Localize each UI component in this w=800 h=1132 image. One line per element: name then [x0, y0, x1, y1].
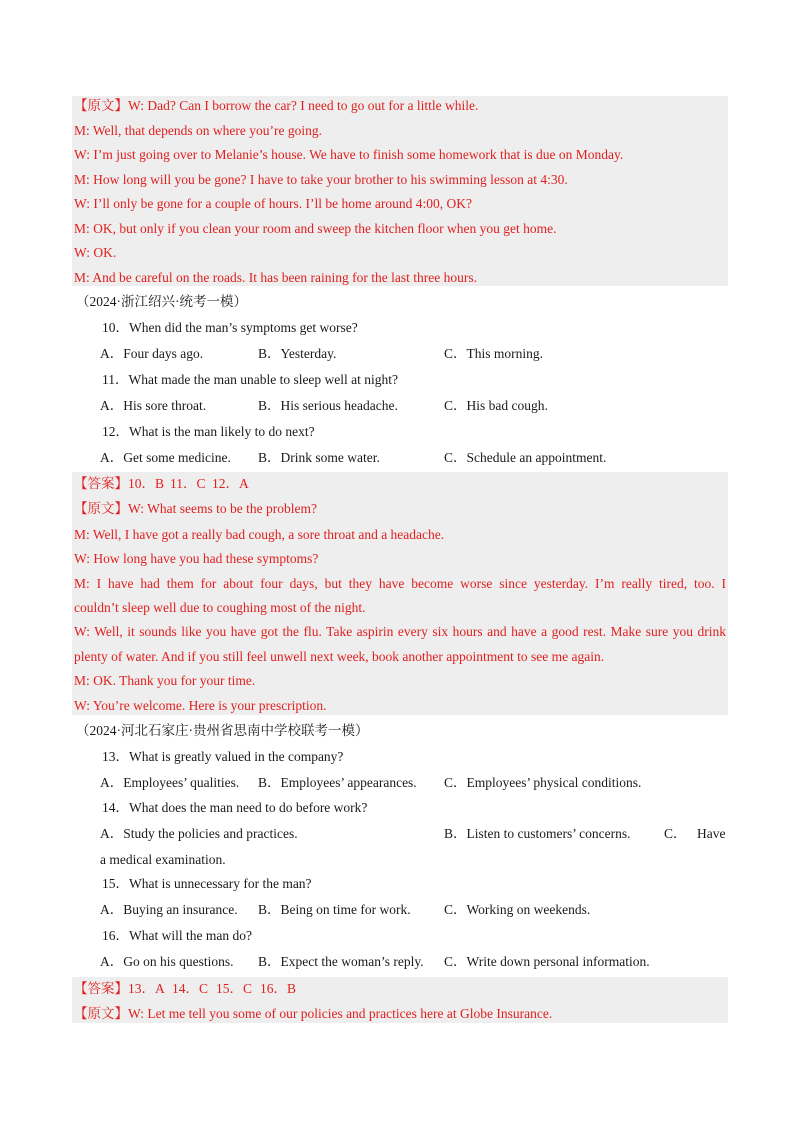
answer-item: 13．A [128, 981, 165, 996]
option-b: B．Being on time for work. [258, 902, 411, 917]
answer-label: 【答案】 [74, 476, 128, 491]
transcript-line: M: OK. Thank you for your time. [74, 673, 256, 688]
question-10: 10．When did the man’s symptoms get worse? [102, 320, 358, 335]
transcript-line: W: You’re welcome. Here is your prescription. [74, 698, 327, 713]
transcript-line: M: I have had them for about four days, but they have become worse since yesterday. I’m really tired, too. I [74, 576, 726, 591]
option-c-wrap: a medical examination. [100, 852, 226, 867]
section-source: （2024·河北石家庄·贵州省思南中学校联考一模） [76, 723, 369, 738]
option-a: A．His sore throat. [100, 398, 207, 413]
option-c: C．Employees’ physical conditions. [444, 775, 642, 790]
answer-line [74, 980, 726, 998]
transcript-line: plenty of water. And if you still feel unwell next week, book another appointment to see me again. [74, 649, 605, 664]
question-16: 16．What will the man do? [102, 928, 252, 943]
option-c-text: Have [697, 826, 726, 841]
option-b: B．Employees’ appearances. [258, 775, 417, 790]
question-11: 11．What made the man unable to sleep well at night? [102, 372, 399, 387]
section-source: （2024·浙江绍兴·统考一模） [76, 294, 247, 309]
transcript-line: M: OK, but only if you clean your room and sweep the kitchen floor when you get home. [74, 221, 557, 236]
answer-line [74, 475, 726, 493]
option-a: A．Get some medicine. [100, 450, 231, 465]
answer-item: 15．C [216, 981, 253, 996]
question-12: 12．What is the man likely to do next? [102, 424, 315, 439]
transcript-line: 【原文】W: What seems to be the problem? [74, 501, 317, 516]
option-c: C．This morning. [444, 346, 544, 361]
transcript-line: W: How long have you had these symptoms? [74, 551, 319, 566]
transcript-line: W: I’m just going over to Melanie’s house. We have to finish some homework that is due on Monday. [74, 147, 624, 162]
option-b: B．Expect the woman’s reply. [258, 954, 424, 969]
answer-item: 11．C [170, 476, 206, 491]
answer-item: 10．B [128, 476, 165, 491]
option-c: C．Working on weekends. [444, 902, 591, 917]
transcript-line: M: And be careful on the roads. It has been raining for the last three hours. [74, 270, 478, 285]
answer-item: 14．C [172, 981, 209, 996]
transcript-line: M: Well, that depends on where you’re going. [74, 123, 322, 138]
option-b: B．His serious headache. [258, 398, 398, 413]
transcript-line: W: Well, it sounds like you have got the flu. Take aspirin every six hours and have a good rest. Make sure you drink [74, 624, 726, 639]
option-c: C．Schedule an appointment. [444, 450, 607, 465]
option-c: C．Write down personal information. [444, 954, 650, 969]
transcript-line: W: I’ll only be gone for a couple of hours. I’ll be home around 4:00, OK? [74, 196, 473, 211]
answer-label: 【答案】 [74, 981, 128, 996]
option-a: A．Buying an insurance. [100, 902, 238, 917]
option-a: A．Study the policies and practices. [100, 826, 298, 841]
transcript-line: W: OK. [74, 245, 117, 260]
option-b: B．Yesterday. [258, 346, 337, 361]
answer-item: 12．A [212, 476, 249, 491]
option-c: C． [664, 826, 687, 841]
option-a: A．Employees’ qualities. [100, 775, 240, 790]
question-15: 15．What is unnecessary for the man? [102, 876, 312, 891]
transcript-line: couldn’t sleep well due to coughing most of the night. [74, 600, 366, 615]
option-b: B．Drink some water. [258, 450, 380, 465]
transcript-line: 【原文】W: Dad? Can I borrow the car? I need to go out for a little while. [74, 98, 479, 113]
question-14: 14．What does the man need to do before work? [102, 800, 368, 815]
option-c: C．His bad cough. [444, 398, 548, 413]
transcript-line: 【原文】W: Let me tell you some of our policies and practices here at Globe Insurance. [74, 1006, 553, 1021]
answer-item: 16．B [260, 981, 297, 996]
transcript-line: M: How long will you be gone? I have to take your brother to his swimming lesson at 4:30. [74, 172, 568, 187]
option-a: A．Four days ago. [100, 346, 204, 361]
transcript-line: M: Well, I have got a really bad cough, a sore throat and a headache. [74, 527, 445, 542]
option-b: B．Listen to customers’ concerns. [444, 826, 631, 841]
option-a: A．Go on his questions. [100, 954, 234, 969]
question-13: 13．What is greatly valued in the company? [102, 749, 344, 764]
